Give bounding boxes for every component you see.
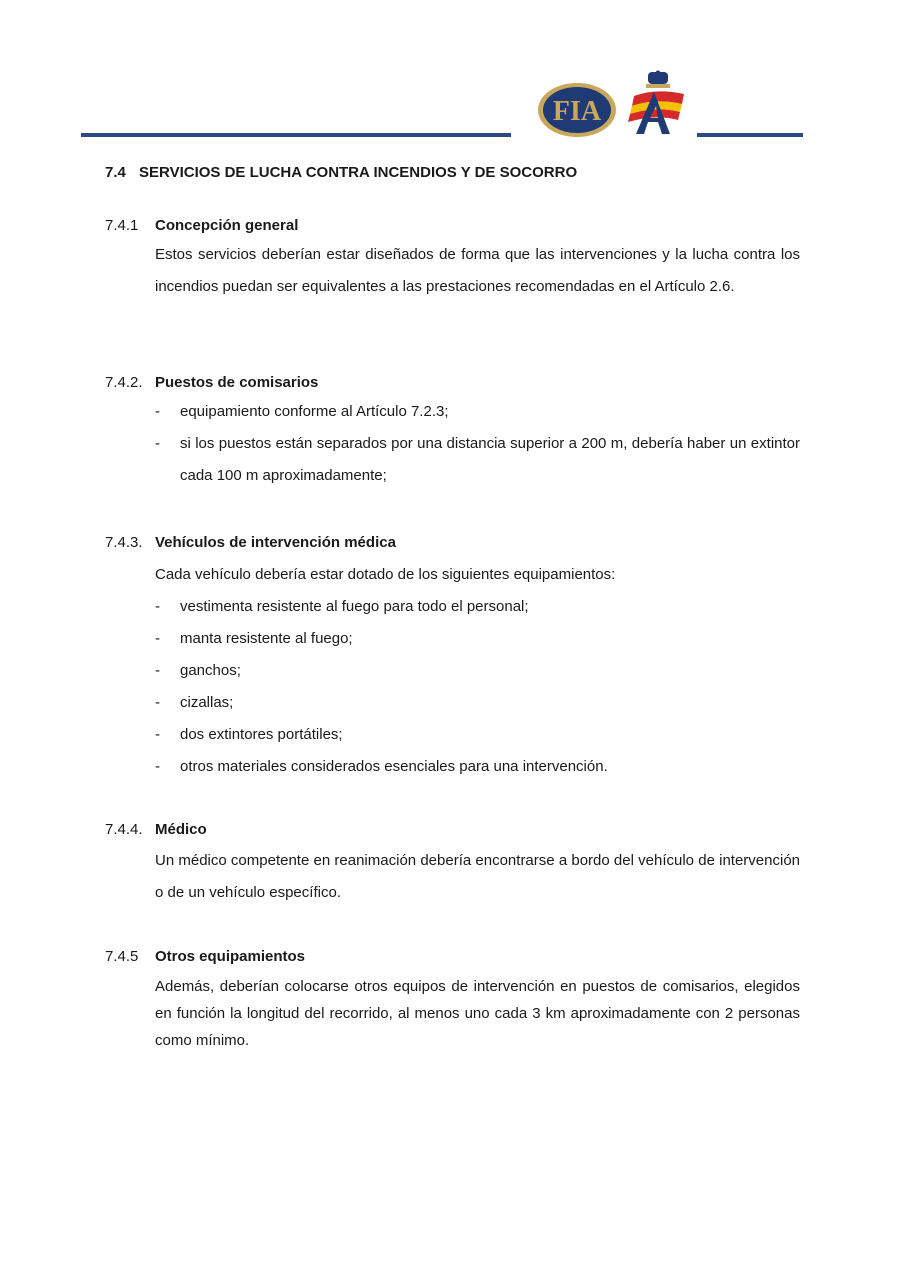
- bullet-list: [155, 559, 800, 783]
- section-title: Puestos de comisarios: [155, 374, 319, 391]
- main-heading-title: SERVICIOS DE LUCHA CONTRA INCENDIOS Y DE SOCORRO: [139, 164, 578, 181]
- header-rule-left: [81, 133, 511, 137]
- bullet-dash: -: [155, 403, 160, 420]
- list-item-text: si los puestos están separados por una distancia superior a 200 m, debería haber un extintor cada 100 m aproximadamente;: [180, 435, 800, 484]
- bullet-dash: -: [155, 694, 160, 711]
- list-item: [155, 396, 800, 428]
- main-heading: [105, 164, 577, 181]
- bullet-dash: -: [155, 630, 160, 647]
- list-item-text: ganchos;: [180, 662, 241, 679]
- list-item: [155, 751, 800, 783]
- section-paragraph: Estos servicios deberían estar diseñados de forma que las intervenciones y la lucha contra los incendios puedan ser equivalentes a las prestaciones recomendadas en el Artículo 2.6.: [155, 246, 800, 295]
- list-item-text: equipamiento conforme al Artículo 7.2.3;: [180, 403, 449, 420]
- list-item: [155, 719, 800, 751]
- list-item-text: dos extintores portátiles;: [180, 726, 343, 743]
- section-intro: Cada vehículo debería estar dotado de los siguientes equipamientos:: [155, 566, 616, 583]
- list-item: [155, 623, 800, 655]
- section-number: 7.4.3.: [105, 534, 143, 551]
- section-number: 7.4.4.: [105, 821, 143, 838]
- list-item: [155, 428, 800, 492]
- bullet-list: [155, 396, 800, 492]
- bullet-dash: -: [155, 598, 160, 615]
- header-rule-right: [697, 133, 803, 137]
- bullet-dash: -: [155, 758, 160, 775]
- section-title: Vehículos de intervención médica: [155, 534, 396, 551]
- bullet-dash: -: [155, 726, 160, 743]
- list-item: [155, 591, 800, 623]
- list-item: [155, 687, 800, 719]
- section-paragraph: Además, deberían colocarse otros equipos de intervención en puestos de comisarios, elegidos en función la longitud del recorrido, al menos uno cada 3 km aproximadamente con 2 personas como mínimo.: [155, 978, 800, 1049]
- section-number: 7.4.5: [105, 948, 139, 965]
- list-item: [155, 655, 800, 687]
- list-item-text: cizallas;: [180, 694, 234, 711]
- bullet-dash: -: [155, 435, 160, 452]
- fia-logo-text: FIA: [552, 96, 602, 127]
- list-item-text: otros materiales considerados esenciales para una intervención.: [180, 758, 608, 775]
- bullet-dash: -: [155, 662, 160, 679]
- fia-logo: [536, 82, 618, 138]
- section-title: Concepción general: [155, 217, 299, 234]
- section-title: Otros equipamientos: [155, 948, 306, 965]
- rfeda-logo: [626, 70, 690, 138]
- section-title: Médico: [155, 821, 207, 838]
- list-item-text: manta resistente al fuego;: [180, 630, 353, 647]
- section-number: 7.4.2.: [105, 374, 143, 391]
- main-heading-number: 7.4: [105, 164, 126, 181]
- section-number: 7.4.1: [105, 217, 139, 234]
- rfeda-logo-text: RFEdA: [656, 136, 660, 137]
- section-paragraph: Un médico competente en reanimación debería encontrarse a bordo del vehículo de intervención o de un vehículo específico.: [155, 852, 800, 901]
- list-item-text: vestimenta resistente al fuego para todo el personal;: [180, 598, 529, 615]
